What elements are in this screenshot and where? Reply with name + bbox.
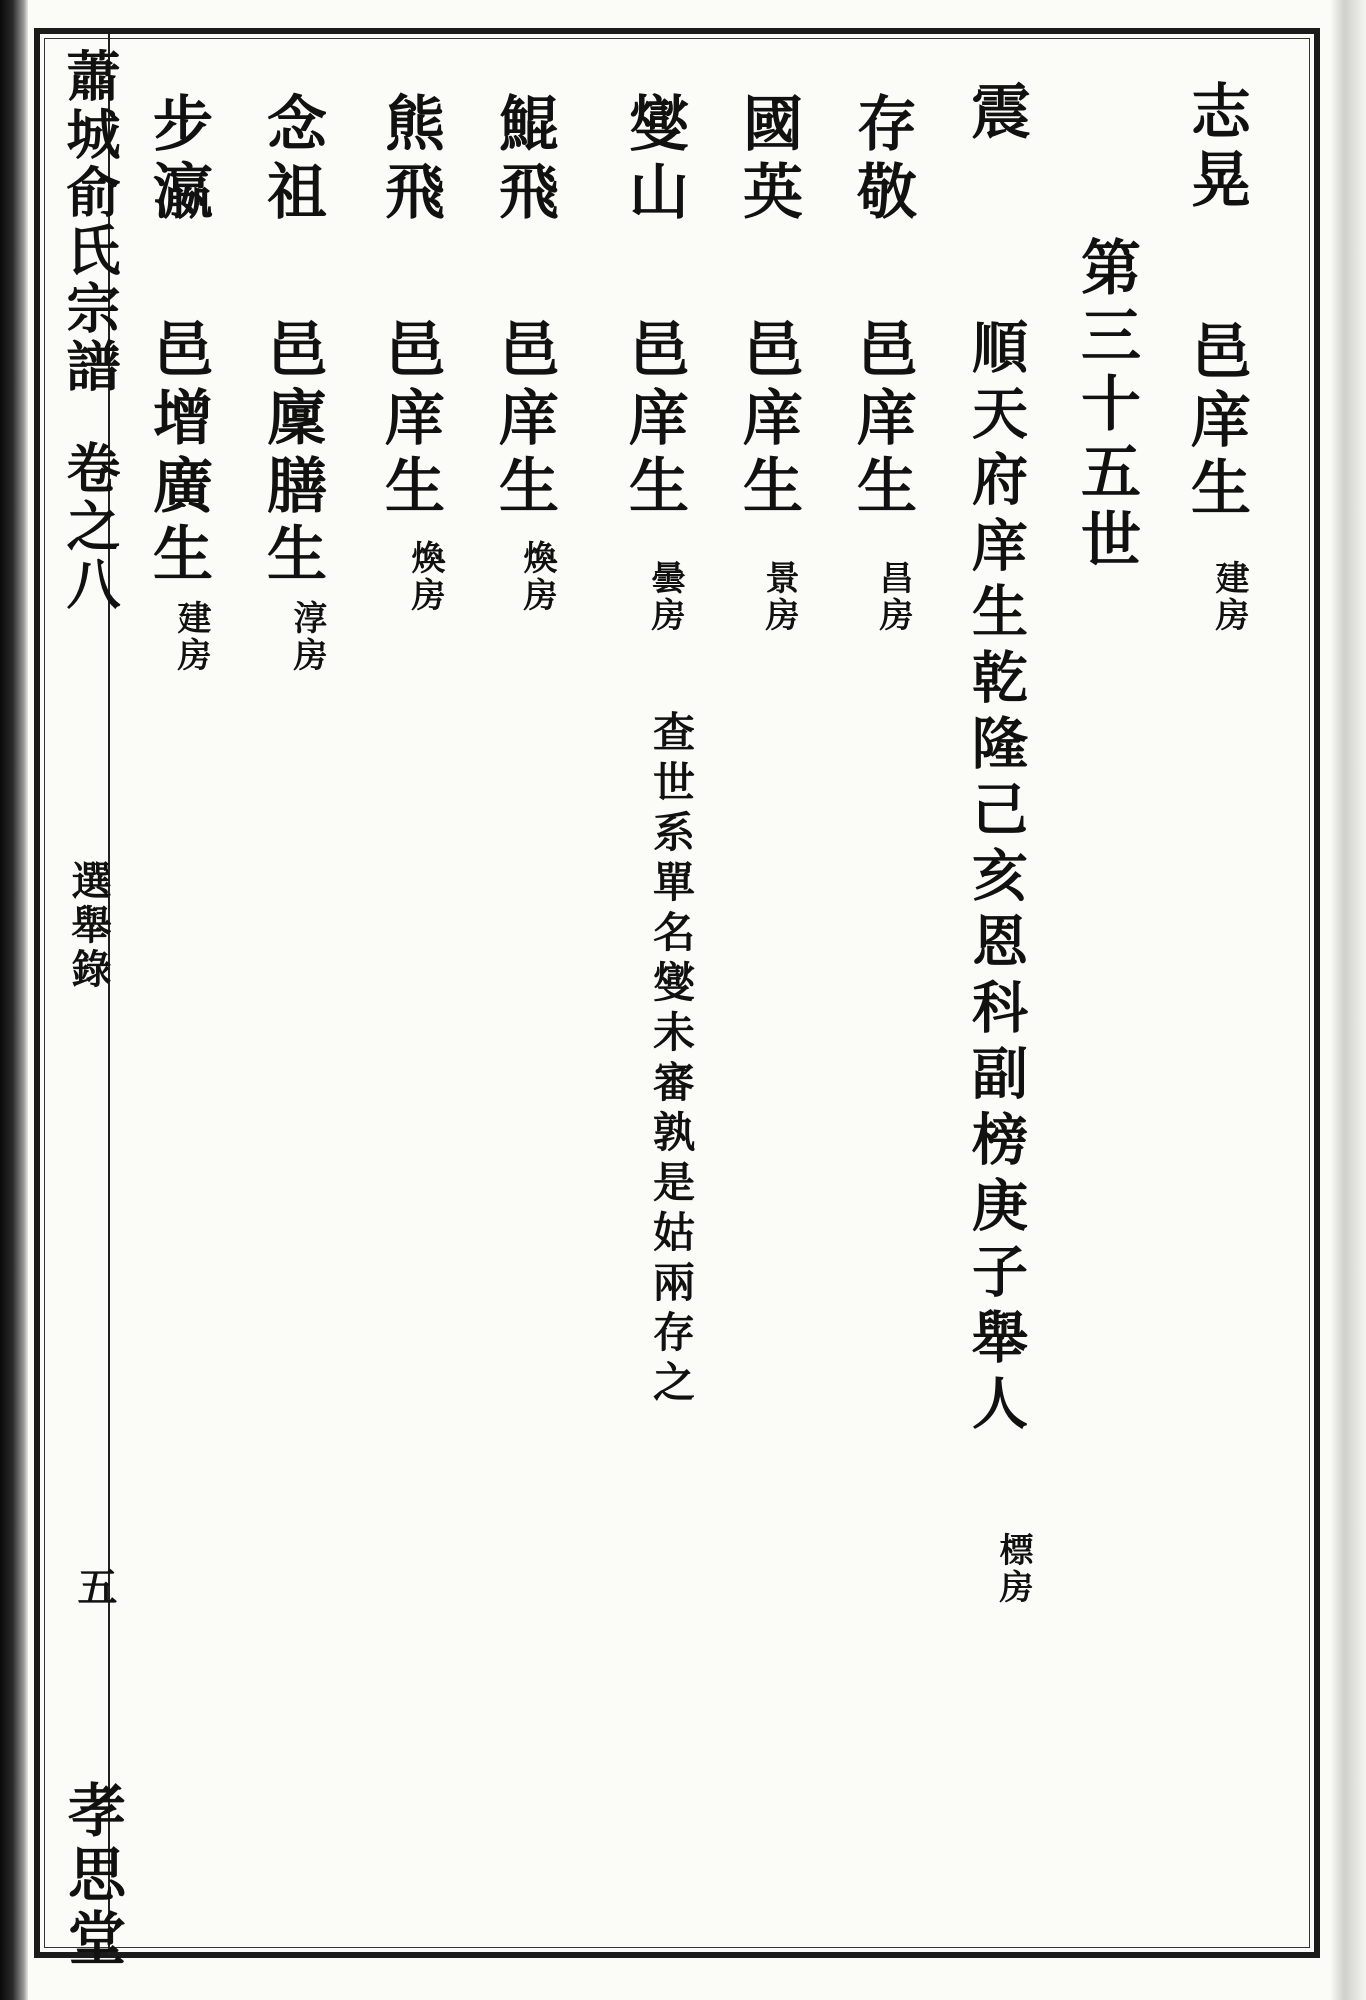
entry-note: 查世系單名燮未審孰是姑兩存之	[647, 710, 696, 1410]
entry-branch: 昌房	[873, 560, 913, 634]
entry-title: 邑庠生	[619, 318, 689, 522]
entry-name: 熊飛	[375, 92, 445, 228]
entry-title: 邑增廣生	[143, 318, 213, 590]
entry-title: 邑廩膳生	[257, 318, 327, 590]
entry-branch: 煥房	[405, 540, 445, 614]
entry-name: 震	[961, 80, 1031, 148]
book-title: 蕭城俞氏宗譜	[58, 48, 122, 396]
hall-name: 孝思堂	[58, 1780, 126, 1972]
entry-name: 步瀛	[143, 92, 213, 228]
page-number: 五	[71, 1566, 118, 1606]
entry-title: 順天府庠生乾隆己亥恩科副榜庚子舉人	[963, 318, 1029, 1440]
generation-heading: 第三十五世	[1071, 236, 1141, 576]
entry-branch: 曇房	[645, 560, 685, 634]
entry-title: 邑庠生	[489, 318, 559, 522]
entry-title: 邑庠生	[733, 318, 803, 522]
section-label: 選舉錄	[65, 860, 112, 992]
entry-branch: 標房	[993, 1532, 1033, 1606]
entry-name: 鯤飛	[489, 92, 559, 228]
book-spine-shadow	[0, 0, 28, 2000]
entry-branch: 建房	[1209, 560, 1249, 634]
entry-name: 國英	[733, 92, 803, 228]
entry-branch: 建房	[171, 600, 211, 674]
entry-branch: 淳房	[287, 600, 327, 674]
page-edge	[1330, 0, 1366, 2000]
entry-name: 志晃	[1181, 80, 1251, 216]
entry-branch: 煥房	[517, 540, 557, 614]
entry-title: 邑庠生	[375, 318, 445, 522]
entry-name: 存敬	[847, 92, 917, 228]
entry-title: 邑庠生	[847, 318, 917, 522]
entry-branch: 景房	[759, 560, 799, 634]
volume-label: 卷之八	[58, 440, 122, 614]
entry-name: 念祖	[257, 92, 327, 228]
entry-title: 邑庠生	[1181, 320, 1251, 524]
entry-name: 燮山	[619, 92, 689, 228]
